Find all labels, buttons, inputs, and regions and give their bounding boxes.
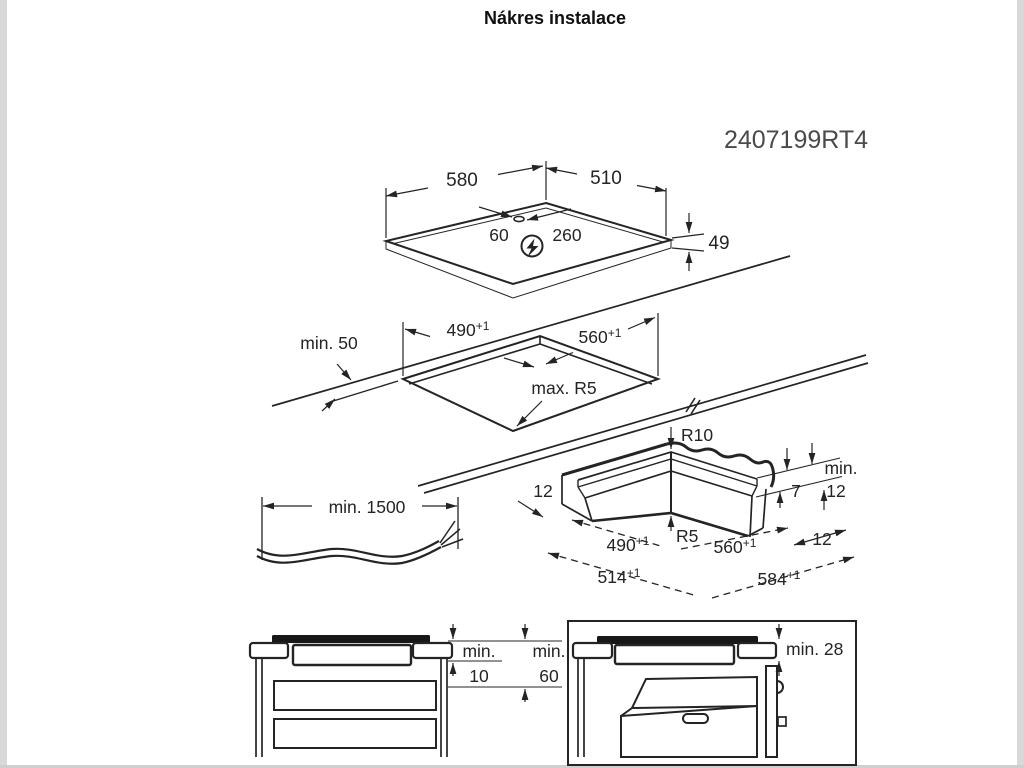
dim-490-value: 490 [446, 320, 476, 340]
clearance-min50-label: min. 50 [300, 333, 358, 353]
worktop-section-right [738, 643, 776, 658]
worktop-break-band [418, 355, 868, 493]
dim-560-line [628, 318, 655, 330]
hob-body-section [293, 645, 411, 665]
power-cable-view [257, 497, 463, 564]
dim-560-value: 560 [578, 327, 608, 347]
edge-12-left-arrow [518, 501, 543, 517]
hob-glass-section [272, 635, 430, 643]
dim-514-label [598, 566, 641, 587]
dim-560-label [579, 326, 622, 347]
worktop-section-left [573, 643, 612, 658]
dim-490-line [504, 358, 534, 367]
dim-1500-label: min. 1500 [328, 497, 406, 517]
dim-490-label [447, 319, 490, 340]
dim-580-line [498, 166, 543, 175]
detail-wall-edge [750, 496, 752, 537]
worktop-band-line [418, 355, 866, 486]
dim-min60-value: 60 [539, 666, 559, 686]
hob-glass-top [386, 203, 671, 284]
dim-12-right-label: 12 [812, 529, 832, 549]
lightning-bolt-icon [522, 236, 543, 258]
worktop-cutout-view [272, 256, 790, 431]
scan-edge-right [1017, 0, 1024, 768]
ext-line [672, 248, 704, 251]
cutout-wall-edge [409, 344, 540, 384]
cable-wire-end [442, 539, 463, 547]
clearance-min50-arrow [337, 364, 351, 380]
dim-560-tol: +1 [607, 326, 622, 340]
cable-line [257, 541, 439, 557]
edge-12-left-label: 12 [533, 481, 553, 501]
drawer-top [632, 677, 757, 708]
dim-490-detail-label [607, 534, 650, 555]
dim-7-label: 7 [791, 481, 801, 501]
detail-ledge-rim [585, 471, 752, 498]
dim-514-value: 514 [597, 567, 627, 587]
worktop-section-left [250, 643, 288, 658]
dim-560-detail-tol: +1 [742, 536, 757, 550]
cutout-edge-extension [330, 381, 398, 402]
ext-line [672, 234, 704, 238]
hob-top-view [386, 161, 730, 298]
radius-max-r5-label: max. R5 [531, 378, 597, 398]
dim-min10-label: min. [462, 641, 496, 661]
detail-ledge-end [752, 486, 757, 496]
scan-edge-left [0, 0, 7, 768]
radius-r5-label: R5 [676, 526, 699, 546]
dim-490-tol: +1 [475, 319, 490, 333]
dim-514-tol: +1 [626, 566, 641, 580]
dim-510-line [637, 186, 666, 192]
dim-510-line [546, 168, 577, 174]
radius-r10-label: R10 [681, 425, 714, 445]
dim-584-label [758, 568, 801, 589]
dim-560-detail-label [714, 536, 757, 557]
detail-wall-bottom [592, 513, 748, 536]
dim-584-value: 584 [757, 569, 787, 589]
dim-min28-label: min. 28 [786, 639, 844, 659]
page-title: Nákres instalace [483, 8, 627, 28]
dim-min60-label: min. [532, 641, 566, 661]
dim-min12-label: min. [824, 458, 858, 478]
dim-560-detail-value: 560 [713, 537, 743, 557]
cord-exit-point [514, 216, 524, 221]
model-number: 2407199RT4 [723, 126, 869, 154]
side-panel [766, 666, 777, 757]
drawer-front [274, 719, 436, 748]
oven-section-view [568, 621, 856, 765]
cabinet-section-view [250, 624, 566, 757]
hob-glass-section [597, 636, 758, 644]
dim-580-line [386, 188, 428, 196]
hob-body-section [615, 645, 734, 664]
dim-49-label: 49 [708, 233, 730, 254]
panel-screw [778, 717, 786, 726]
detail-ledge-end [578, 487, 585, 498]
worktop-section-right [413, 643, 452, 658]
dim-490-detail-value: 490 [606, 535, 636, 555]
dim-60-label: 60 [489, 225, 509, 245]
dim-490-line [405, 329, 430, 337]
dim-580-label: 580 [446, 170, 478, 191]
dim-260-label: 260 [552, 225, 582, 245]
drawer-handle [683, 714, 708, 723]
dim-510-label: 510 [590, 168, 622, 189]
dim-min10-value: 10 [469, 666, 489, 686]
hob-glass-edge-band [386, 240, 671, 298]
dim-584-tol: +1 [786, 568, 801, 582]
dim-490-detail-tol: +1 [635, 534, 650, 548]
drawer-front [274, 681, 436, 710]
dim-min12-value: 12 [826, 481, 846, 501]
dim-560-line [546, 353, 573, 365]
